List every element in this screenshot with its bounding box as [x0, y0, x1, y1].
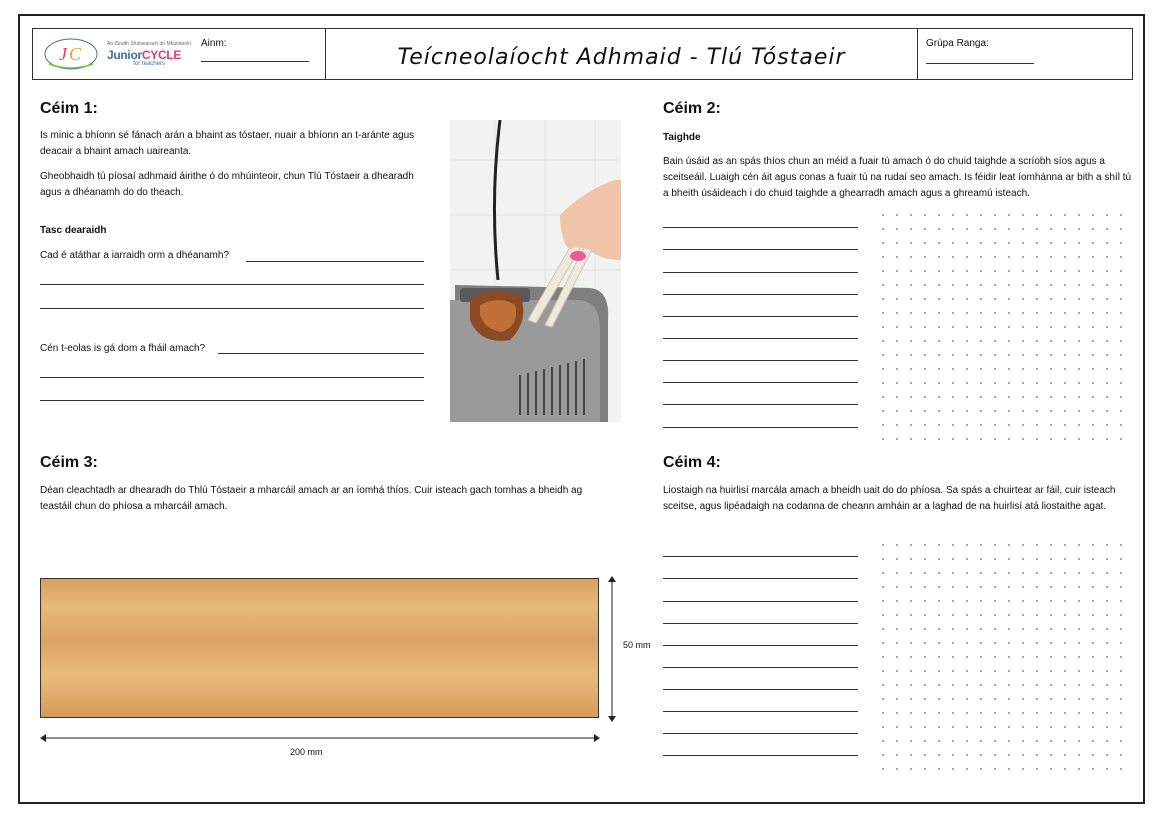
research-line[interactable] — [663, 404, 858, 405]
tool-line[interactable] — [663, 711, 858, 712]
research-line[interactable] — [663, 294, 858, 295]
group-cell — [918, 29, 1132, 79]
tool-line[interactable] — [663, 755, 858, 756]
tool-line[interactable] — [663, 733, 858, 734]
step2-subheading: Taighde — [663, 132, 701, 143]
sketch-dot-grid[interactable] — [876, 208, 1122, 444]
logo-small-text: An tSraith Shóisearach do Mhúinteoirí — [107, 40, 192, 47]
sketch-dot-grid[interactable] — [876, 538, 1122, 780]
page-title: Teícneolaíocht Adhmaid - Tlú Tóstaeir — [397, 44, 846, 70]
tool-line[interactable] — [663, 601, 858, 602]
answer-line[interactable] — [40, 377, 424, 378]
step1-heading: Céim 1: — [40, 100, 98, 117]
research-line[interactable] — [663, 427, 858, 428]
logo-sub-text: for teachers — [133, 60, 165, 67]
step2-heading: Céim 2: — [663, 100, 721, 117]
research-line[interactable] — [663, 360, 858, 361]
worksheet — [18, 14, 1145, 804]
research-line[interactable] — [663, 272, 858, 273]
step4-heading: Céim 4: — [663, 454, 721, 471]
step4-para: Liostaigh na huirlisí marcála amach a bheidh uait do do phíosa. Sa spás a chuirtear ar fáil, cuir isteach sceitse, agus lipéadaigh na codanna de cheann amháin ar a laghad de na huirlisí atá liostaithe agat. — [663, 485, 1116, 512]
group-label: Grúpa Ranga: — [926, 38, 989, 49]
answer-line[interactable] — [218, 353, 424, 354]
research-line[interactable] — [663, 338, 858, 339]
width-label: 200 mm — [290, 747, 323, 757]
research-line[interactable] — [663, 227, 858, 228]
answer-line[interactable] — [246, 261, 424, 262]
tool-line[interactable] — [663, 556, 858, 557]
step3-para: Déan cleachtadh ar dhearadh do Thlú Tóstaeir a mharcáil amach ar an íomhá thíos. Cuir isteach gach tomhas a bheidh ag teastáil chun do phíosa a mharcáil amach. — [40, 485, 583, 512]
tool-line[interactable] — [663, 645, 858, 646]
task-heading: Tasc dearaidh — [40, 225, 107, 236]
tool-line[interactable] — [663, 578, 858, 579]
logo-text — [107, 42, 191, 67]
step3-heading: Céim 3: — [40, 454, 98, 471]
step1-para2: Gheobhaidh tú píosaí adhmaid áirithe ó do mhúinteoir, chun Tlú Tóstaeir a dhearadh agus a dhéanamh do do theach. — [40, 171, 414, 198]
name-label: Ainm: — [201, 38, 227, 49]
svg-text:J: J — [59, 44, 67, 64]
tool-line[interactable] — [663, 689, 858, 690]
logo-cell — [33, 29, 326, 79]
wood-plank-image[interactable] — [40, 578, 599, 718]
toaster-photo — [450, 120, 621, 422]
junior-cycle-logo-icon — [43, 36, 99, 72]
research-line[interactable] — [663, 382, 858, 383]
svg-text:C: C — [69, 44, 82, 64]
logo-main-text: JuniorCYCLE — [107, 47, 182, 62]
name-input-line[interactable] — [201, 61, 309, 62]
research-line[interactable] — [663, 249, 858, 250]
height-label: 50 mm — [623, 640, 651, 650]
answer-line[interactable] — [40, 284, 424, 285]
question-1: Cad é atáthar a iarraidh orm a dhéanamh? — [40, 250, 230, 261]
title-cell — [326, 29, 918, 79]
tool-line[interactable] — [663, 667, 858, 668]
group-input-line[interactable] — [926, 63, 1034, 64]
header-bar — [32, 28, 1133, 80]
answer-line[interactable] — [40, 400, 424, 401]
tool-line[interactable] — [663, 623, 858, 624]
step1-para1: Is minic a bhíonn sé fánach arán a bhaint as tóstaer, nuair a bhíonn an t-aránte agus deacair a bhaint amach uaireanta. — [40, 130, 415, 157]
width-dimension-arrow-icon — [38, 732, 602, 744]
step2-para: Bain úsáid as an spás thíos chun an méid a fuair tú amach ó do chuid taighde a scríobh síos agus a sceitseáil. Luaigh cén áit agus conas a fuair tú na rudaí seo amach. Is féidir leat íomhánna ar bith a shíl tú a bheith úsáideach i do chuid taighde a ghearradh amach agus a ghreamú isteach. — [663, 156, 1132, 199]
height-dimension-arrow-icon — [606, 574, 618, 724]
question-2: Cén t-eolas is gá dom a fháil amach? — [40, 343, 206, 354]
research-line[interactable] — [663, 316, 858, 317]
toaster-tongs-icon — [450, 120, 621, 422]
answer-line[interactable] — [40, 308, 424, 309]
